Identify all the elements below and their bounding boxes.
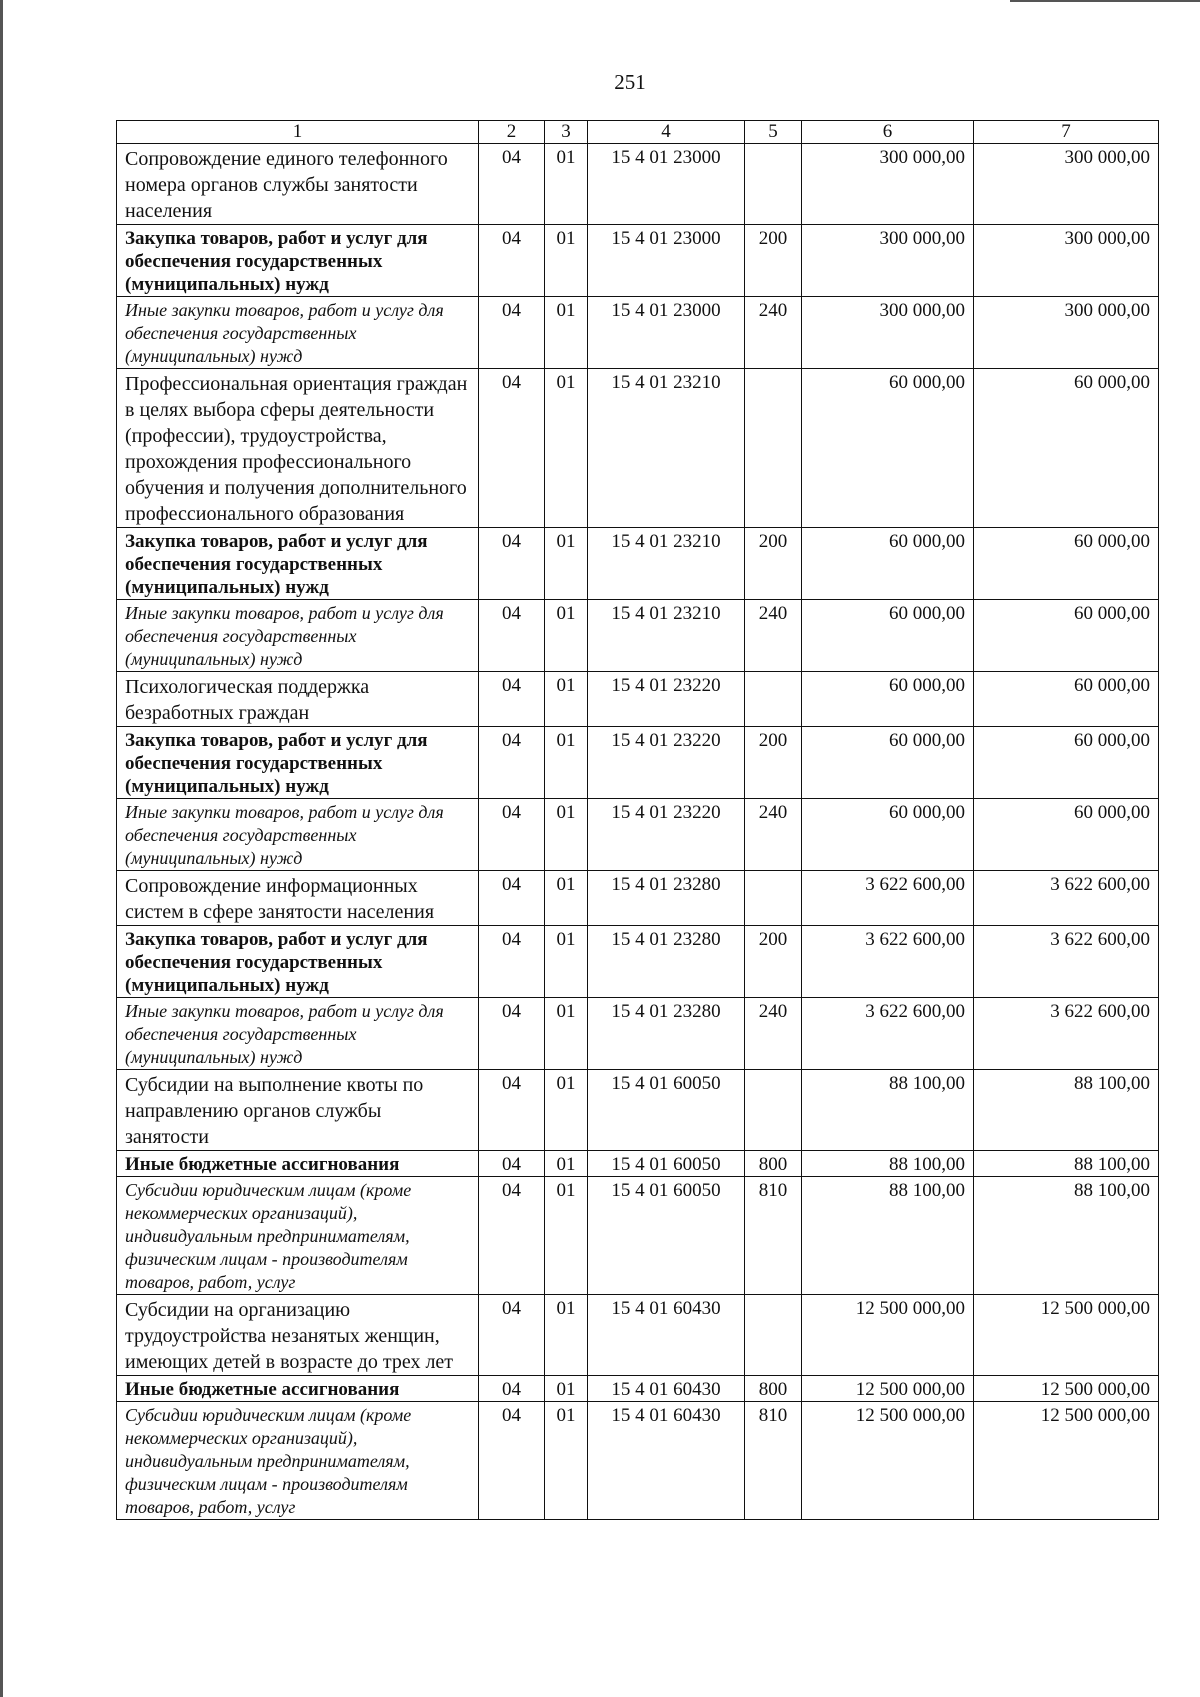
- row-year2-amount-cell: 60 000,00: [974, 600, 1159, 672]
- row-target-cell: 15 4 01 23000: [588, 297, 745, 369]
- row-subsection-cell: 01: [545, 600, 588, 672]
- row-name-cell: Закупка товаров, работ и услуг для обеспечения государственных (муниципальных) нужд: [117, 225, 479, 297]
- row-type-cell: [745, 1070, 802, 1151]
- row-type-cell: 200: [745, 528, 802, 600]
- row-name-cell: Закупка товаров, работ и услуг для обеспечения государственных (муниципальных) нужд: [117, 926, 479, 998]
- table-row: [117, 1402, 1159, 1520]
- row-target-cell: 15 4 01 23000: [588, 144, 745, 225]
- column-header-5: 5: [745, 121, 802, 144]
- row-type-cell: 200: [745, 926, 802, 998]
- row-subsection-cell: 01: [545, 1295, 588, 1376]
- row-year2-amount-cell: 88 100,00: [974, 1177, 1159, 1295]
- row-type-cell: 240: [745, 799, 802, 871]
- row-year1-amount-cell: 12 500 000,00: [802, 1402, 974, 1520]
- row-name-cell: Субсидии юридическим лицам (кроме некоммерческих организаций), индивидуальным предпринимателям, физическим лицам - производителям товаров, работ, услуг: [117, 1177, 479, 1295]
- row-year2-amount-cell: 300 000,00: [974, 225, 1159, 297]
- row-year1-amount-cell: 12 500 000,00: [802, 1295, 974, 1376]
- page-edge-left: [0, 0, 3, 1697]
- table-row: [117, 1295, 1159, 1376]
- row-target-cell: 15 4 01 60430: [588, 1295, 745, 1376]
- table-row: [117, 528, 1159, 600]
- row-section-cell: 04: [479, 1376, 545, 1402]
- row-target-cell: 15 4 01 60430: [588, 1376, 745, 1402]
- row-section-cell: 04: [479, 998, 545, 1070]
- row-subsection-cell: 01: [545, 998, 588, 1070]
- table-row: [117, 225, 1159, 297]
- row-target-cell: 15 4 01 23000: [588, 225, 745, 297]
- row-subsection-cell: 01: [545, 144, 588, 225]
- row-type-cell: 200: [745, 225, 802, 297]
- row-section-cell: 04: [479, 369, 545, 528]
- row-type-cell: 200: [745, 727, 802, 799]
- row-year1-amount-cell: 88 100,00: [802, 1151, 974, 1177]
- row-subsection-cell: 01: [545, 926, 588, 998]
- row-subsection-cell: 01: [545, 1402, 588, 1520]
- row-section-cell: 04: [479, 144, 545, 225]
- table-row: [117, 1177, 1159, 1295]
- row-year2-amount-cell: 60 000,00: [974, 672, 1159, 727]
- row-name-cell: Психологическая поддержка безработных граждан: [117, 672, 479, 727]
- row-section-cell: 04: [479, 727, 545, 799]
- row-year1-amount-cell: 60 000,00: [802, 799, 974, 871]
- column-header-1: 1: [117, 121, 479, 144]
- row-type-cell: [745, 672, 802, 727]
- row-year1-amount-cell: 3 622 600,00: [802, 998, 974, 1070]
- row-type-cell: 240: [745, 998, 802, 1070]
- row-year1-amount-cell: 3 622 600,00: [802, 871, 974, 926]
- table-body: [117, 144, 1159, 1520]
- table-row: [117, 1070, 1159, 1151]
- row-subsection-cell: 01: [545, 871, 588, 926]
- row-name-cell: Иные закупки товаров, работ и услуг для обеспечения государственных (муниципальных) нужд: [117, 799, 479, 871]
- row-target-cell: 15 4 01 23220: [588, 727, 745, 799]
- row-name-cell: Сопровождение единого телефонного номера органов службы занятости населения: [117, 144, 479, 225]
- row-type-cell: 240: [745, 600, 802, 672]
- row-type-cell: [745, 871, 802, 926]
- row-year2-amount-cell: 3 622 600,00: [974, 926, 1159, 998]
- row-section-cell: 04: [479, 600, 545, 672]
- table-row: [117, 871, 1159, 926]
- row-year1-amount-cell: 60 000,00: [802, 528, 974, 600]
- row-name-cell: Иные бюджетные ассигнования: [117, 1376, 479, 1402]
- row-subsection-cell: 01: [545, 225, 588, 297]
- row-year2-amount-cell: 60 000,00: [974, 528, 1159, 600]
- row-target-cell: 15 4 01 23220: [588, 672, 745, 727]
- row-section-cell: 04: [479, 1177, 545, 1295]
- row-type-cell: 810: [745, 1402, 802, 1520]
- row-target-cell: 15 4 01 60050: [588, 1151, 745, 1177]
- column-header-2: 2: [479, 121, 545, 144]
- row-year2-amount-cell: 3 622 600,00: [974, 998, 1159, 1070]
- row-name-cell: Субсидии юридическим лицам (кроме некоммерческих организаций), индивидуальным предпринимателям, физическим лицам - производителям товаров, работ, услуг: [117, 1402, 479, 1520]
- row-year1-amount-cell: 88 100,00: [802, 1070, 974, 1151]
- row-year2-amount-cell: 12 500 000,00: [974, 1295, 1159, 1376]
- column-header-6: 6: [802, 121, 974, 144]
- row-year1-amount-cell: 60 000,00: [802, 727, 974, 799]
- table-row: [117, 297, 1159, 369]
- row-name-cell: Субсидии на организацию трудоустройства незанятых женщин, имеющих детей в возрасте до трех лет: [117, 1295, 479, 1376]
- table-header-row: [117, 121, 1159, 144]
- row-target-cell: 15 4 01 23280: [588, 871, 745, 926]
- row-year2-amount-cell: 12 500 000,00: [974, 1376, 1159, 1402]
- row-subsection-cell: 01: [545, 727, 588, 799]
- row-target-cell: 15 4 01 60430: [588, 1402, 745, 1520]
- column-header-3: 3: [545, 121, 588, 144]
- table-row: [117, 600, 1159, 672]
- row-year1-amount-cell: 300 000,00: [802, 144, 974, 225]
- row-target-cell: 15 4 01 60050: [588, 1070, 745, 1151]
- row-target-cell: 15 4 01 23280: [588, 926, 745, 998]
- row-section-cell: 04: [479, 799, 545, 871]
- row-target-cell: 15 4 01 23210: [588, 600, 745, 672]
- row-section-cell: 04: [479, 297, 545, 369]
- table-row: [117, 672, 1159, 727]
- row-year2-amount-cell: 60 000,00: [974, 799, 1159, 871]
- row-year1-amount-cell: 60 000,00: [802, 672, 974, 727]
- row-section-cell: 04: [479, 672, 545, 727]
- row-section-cell: 04: [479, 528, 545, 600]
- row-subsection-cell: 01: [545, 297, 588, 369]
- row-name-cell: Субсидии на выполнение квоты по направлению органов службы занятости: [117, 1070, 479, 1151]
- row-year2-amount-cell: 12 500 000,00: [974, 1402, 1159, 1520]
- row-type-cell: [745, 1295, 802, 1376]
- row-subsection-cell: 01: [545, 672, 588, 727]
- row-target-cell: 15 4 01 23210: [588, 369, 745, 528]
- row-section-cell: 04: [479, 1070, 545, 1151]
- row-year1-amount-cell: 12 500 000,00: [802, 1376, 974, 1402]
- table-row: [117, 1151, 1159, 1177]
- row-target-cell: 15 4 01 60050: [588, 1177, 745, 1295]
- row-year2-amount-cell: 300 000,00: [974, 144, 1159, 225]
- row-type-cell: 800: [745, 1376, 802, 1402]
- table-row: [117, 1376, 1159, 1402]
- row-year2-amount-cell: 3 622 600,00: [974, 871, 1159, 926]
- row-name-cell: Профессиональная ориентация граждан в целях выбора сферы деятельности (профессии), трудоустройства, прохождения профессионального обучения и получения дополнительного профессионального образования: [117, 369, 479, 528]
- row-year2-amount-cell: 60 000,00: [974, 727, 1159, 799]
- row-name-cell: Закупка товаров, работ и услуг для обеспечения государственных (муниципальных) нужд: [117, 727, 479, 799]
- row-section-cell: 04: [479, 871, 545, 926]
- row-year1-amount-cell: 300 000,00: [802, 225, 974, 297]
- row-name-cell: Сопровождение информационных систем в сфере занятости населения: [117, 871, 479, 926]
- column-header-7: 7: [974, 121, 1159, 144]
- page-edge-top: [1010, 0, 1200, 2]
- table-row: [117, 144, 1159, 225]
- row-year1-amount-cell: 60 000,00: [802, 600, 974, 672]
- row-subsection-cell: 01: [545, 1151, 588, 1177]
- row-target-cell: 15 4 01 23220: [588, 799, 745, 871]
- row-year2-amount-cell: 60 000,00: [974, 369, 1159, 528]
- row-section-cell: 04: [479, 1151, 545, 1177]
- row-type-cell: [745, 144, 802, 225]
- row-type-cell: [745, 369, 802, 528]
- table-row: [117, 998, 1159, 1070]
- row-type-cell: 240: [745, 297, 802, 369]
- column-header-4: 4: [588, 121, 745, 144]
- row-year1-amount-cell: 60 000,00: [802, 369, 974, 528]
- row-target-cell: 15 4 01 23280: [588, 998, 745, 1070]
- row-name-cell: Иные закупки товаров, работ и услуг для обеспечения государственных (муниципальных) нужд: [117, 600, 479, 672]
- row-subsection-cell: 01: [545, 528, 588, 600]
- row-type-cell: 800: [745, 1151, 802, 1177]
- row-section-cell: 04: [479, 225, 545, 297]
- row-name-cell: Иные бюджетные ассигнования: [117, 1151, 479, 1177]
- table-row: [117, 926, 1159, 998]
- row-year1-amount-cell: 88 100,00: [802, 1177, 974, 1295]
- row-type-cell: 810: [745, 1177, 802, 1295]
- row-year1-amount-cell: 300 000,00: [802, 297, 974, 369]
- row-name-cell: Иные закупки товаров, работ и услуг для обеспечения государственных (муниципальных) нужд: [117, 297, 479, 369]
- row-section-cell: 04: [479, 1295, 545, 1376]
- row-name-cell: Иные закупки товаров, работ и услуг для обеспечения государственных (муниципальных) нужд: [117, 998, 479, 1070]
- row-name-cell: Закупка товаров, работ и услуг для обеспечения государственных (муниципальных) нужд: [117, 528, 479, 600]
- row-year2-amount-cell: 88 100,00: [974, 1151, 1159, 1177]
- row-section-cell: 04: [479, 926, 545, 998]
- table-row: [117, 727, 1159, 799]
- row-year1-amount-cell: 3 622 600,00: [802, 926, 974, 998]
- row-subsection-cell: 01: [545, 799, 588, 871]
- budget-table: [116, 120, 1159, 1520]
- row-subsection-cell: 01: [545, 369, 588, 528]
- row-target-cell: 15 4 01 23210: [588, 528, 745, 600]
- row-subsection-cell: 01: [545, 1177, 588, 1295]
- table-row: [117, 369, 1159, 528]
- row-year2-amount-cell: 300 000,00: [974, 297, 1159, 369]
- row-subsection-cell: 01: [545, 1376, 588, 1402]
- row-section-cell: 04: [479, 1402, 545, 1520]
- page-number: 251: [614, 70, 646, 94]
- row-year2-amount-cell: 88 100,00: [974, 1070, 1159, 1151]
- table-row: [117, 799, 1159, 871]
- row-subsection-cell: 01: [545, 1070, 588, 1151]
